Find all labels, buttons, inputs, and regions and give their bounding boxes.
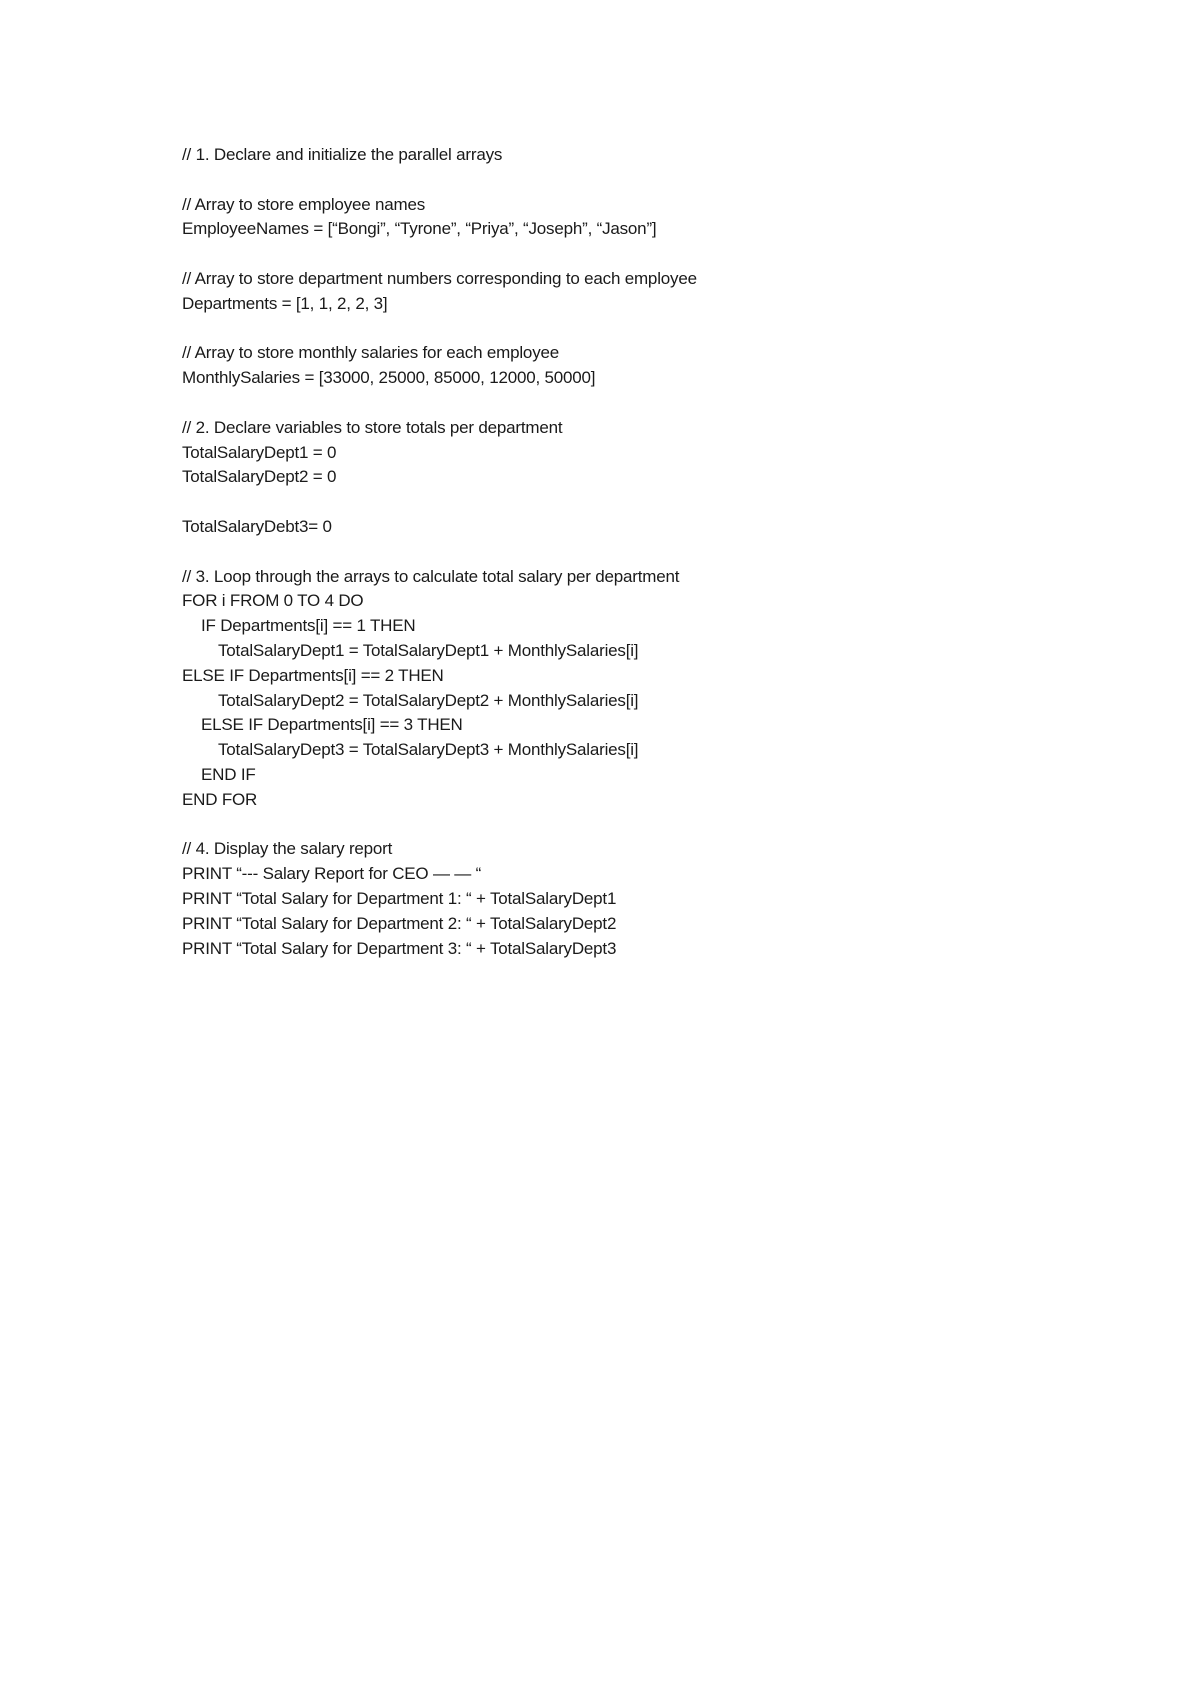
blank-line <box>182 391 1082 416</box>
comment-line: // Array to store employee names <box>182 194 426 214</box>
comment-line: // Array to store monthly salaries for each employee <box>182 343 559 363</box>
code-line: ELSE IF Departments[i] == 3 THEN <box>201 715 463 735</box>
blank-line <box>182 242 1082 267</box>
code-line: PRINT “--- Salary Report for CEO — — “ <box>182 864 482 884</box>
code-line: PRINT “Total Salary for Department 2: “ + TotalSalaryDept2 <box>182 913 617 933</box>
comment-line: // 4. Display the salary report <box>182 839 393 859</box>
blank-line <box>182 540 1082 565</box>
code-line: END IF <box>201 764 256 784</box>
code-line: TotalSalaryDept3 = TotalSalaryDept3 + MonthlySalaries[i] <box>218 740 639 760</box>
blank-line <box>182 168 1082 193</box>
comment-line: // Array to store department numbers corresponding to each employee <box>182 268 697 288</box>
code-line: END FOR <box>182 789 258 809</box>
code-line: ELSE IF Departments[i] == 2 THEN <box>182 665 444 685</box>
code-line: TotalSalaryDept1 = TotalSalaryDept1 + MonthlySalaries[i] <box>218 640 639 660</box>
blank-line <box>182 317 1082 342</box>
code-line: PRINT “Total Salary for Department 1: “ + TotalSalaryDept1 <box>182 888 617 908</box>
pseudocode-block <box>182 143 1082 961</box>
code-line: TotalSalaryDept1 = 0 <box>182 442 337 462</box>
code-line: PRINT “Total Salary for Department 3: “ + TotalSalaryDept3 <box>182 938 617 958</box>
blank-line <box>182 490 1082 515</box>
code-line: TotalSalaryDebt3= 0 <box>182 516 332 536</box>
code-line: TotalSalaryDept2 = TotalSalaryDept2 + MonthlySalaries[i] <box>218 690 639 710</box>
comment-line: // 3. Loop through the arrays to calculate total salary per department <box>182 566 680 586</box>
comment-line: // 2. Declare variables to store totals per department <box>182 417 563 437</box>
comment-line: // 1. Declare and initialize the parallel arrays <box>182 145 503 164</box>
code-line: MonthlySalaries = [33000, 25000, 85000, 12000, 50000] <box>182 368 596 388</box>
code-line: TotalSalaryDept2 = 0 <box>182 467 337 487</box>
code-line: EmployeeNames = [“Bongi”, “Tyrone”, “Priya”, “Joseph”, “Jason”] <box>182 219 657 239</box>
blank-line <box>182 813 1082 838</box>
code-line: FOR i FROM 0 TO 4 DO <box>182 591 364 611</box>
code-line: Departments = [1, 1, 2, 2, 3] <box>182 293 388 313</box>
code-line: IF Departments[i] == 1 THEN <box>201 616 416 636</box>
